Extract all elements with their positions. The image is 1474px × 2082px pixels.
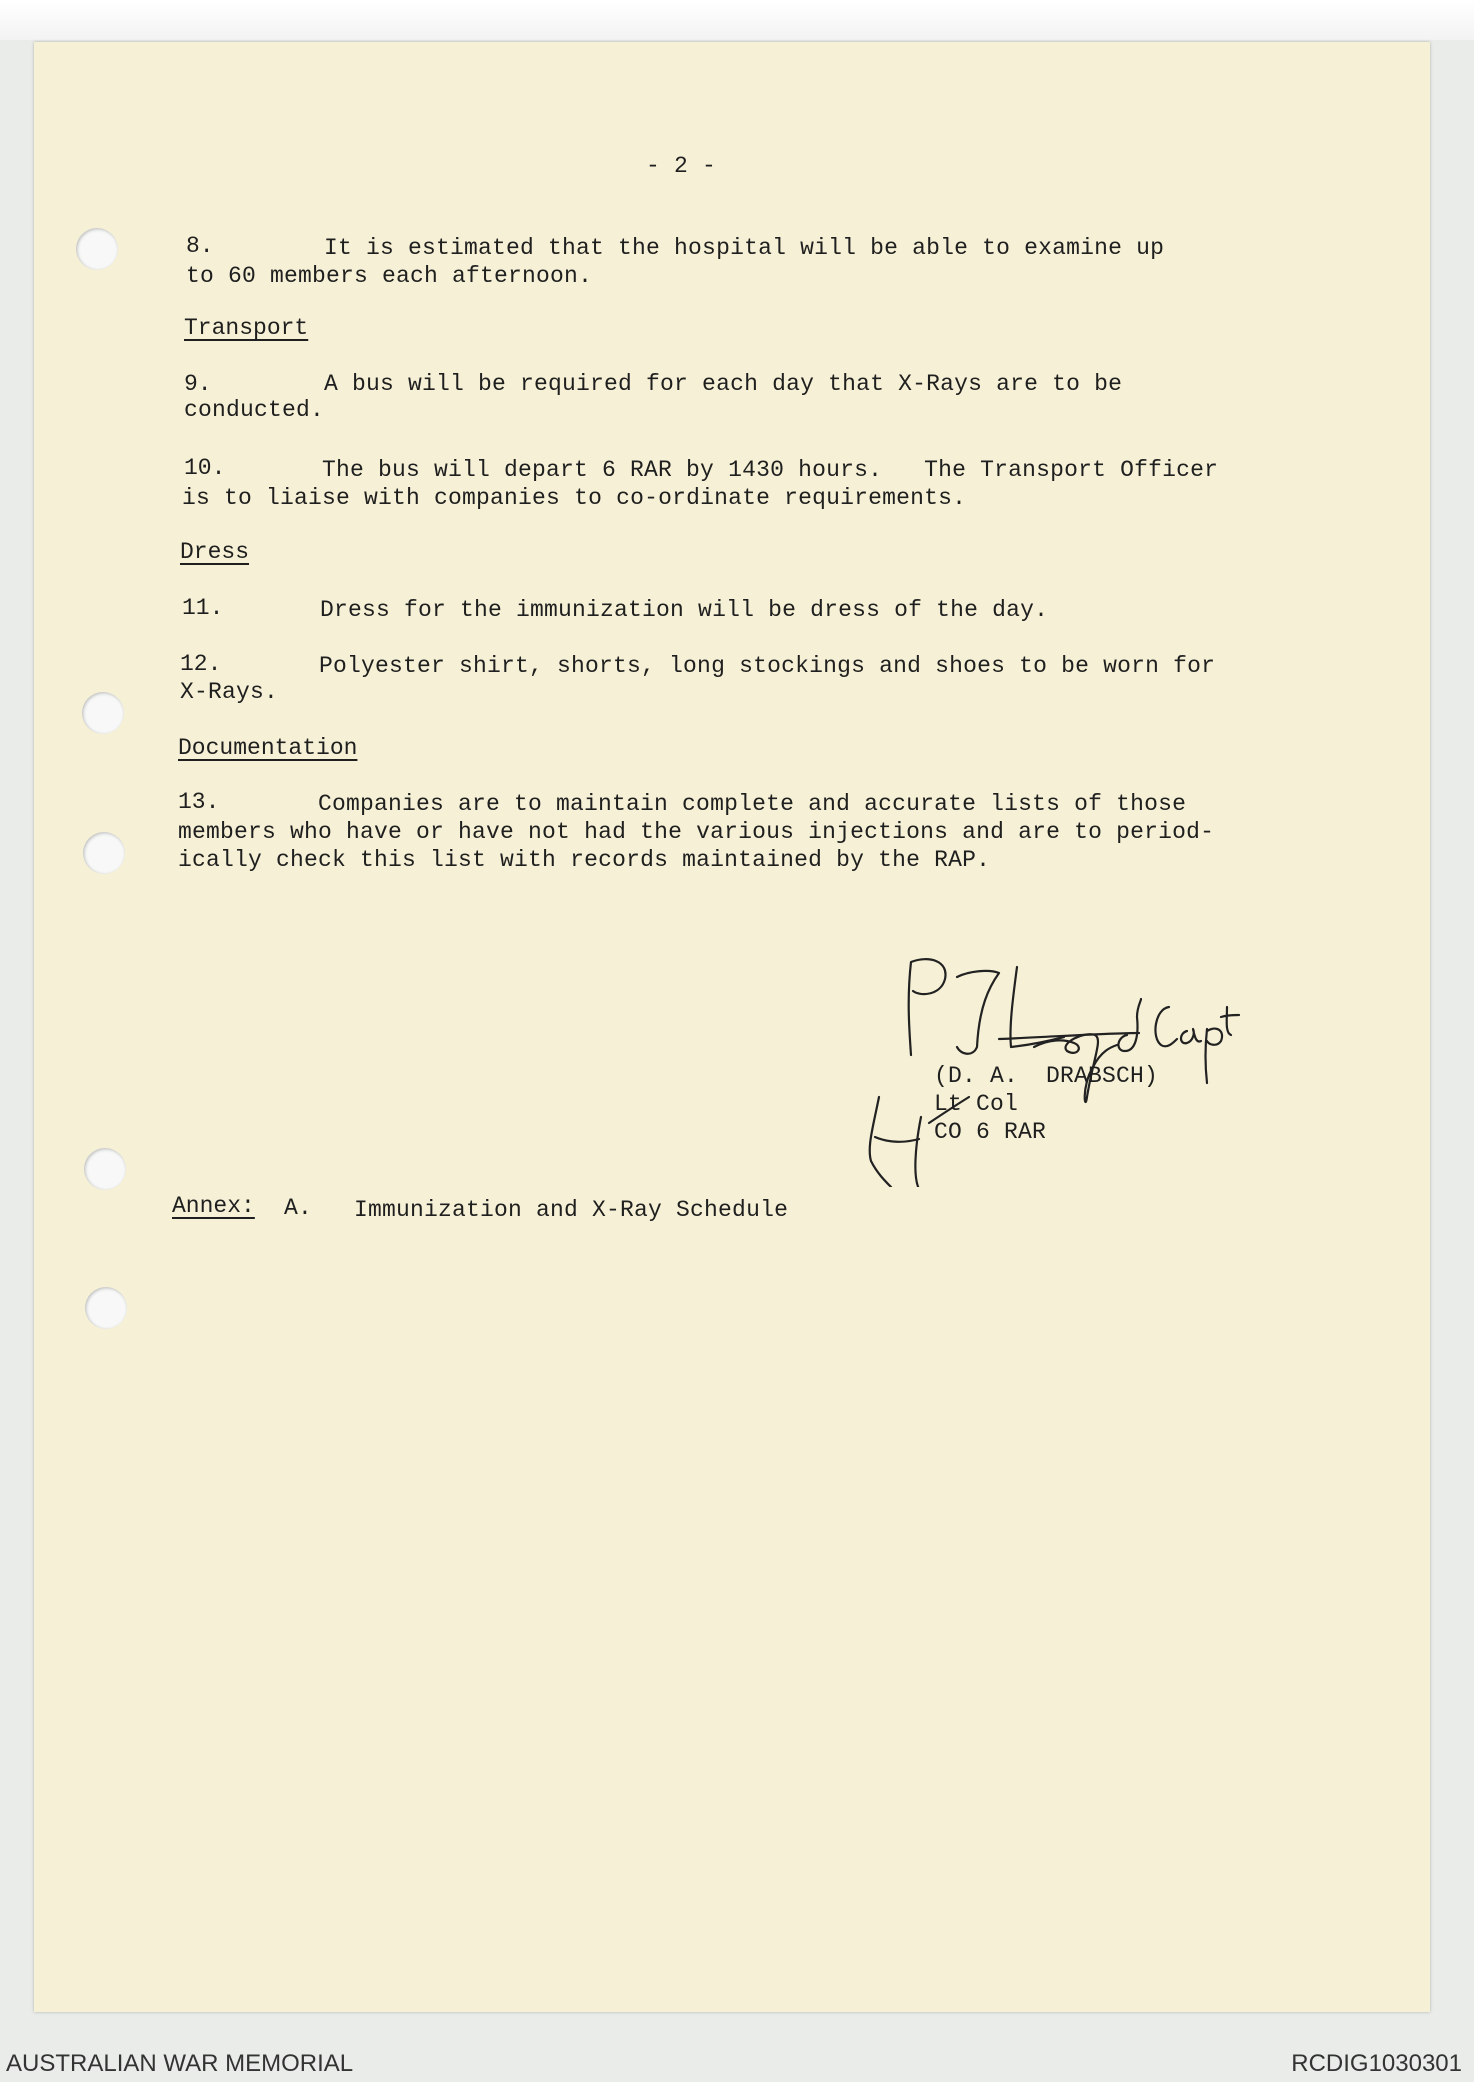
- footer-left: AUSTRALIAN WAR MEMORIAL: [6, 2050, 354, 2077]
- punch-hole: [82, 692, 124, 734]
- para-9-number: 9.: [184, 371, 212, 397]
- signatory-rank: Lt Col: [934, 1091, 1019, 1117]
- para-12-line-1: Polyester shirt, shorts, long stockings and shoes to be worn for: [319, 653, 1216, 679]
- document-page: [34, 42, 1430, 2012]
- para-9-line-2: conducted.: [184, 397, 325, 423]
- para-11-number: 11.: [182, 595, 224, 621]
- punch-hole: [84, 1148, 126, 1190]
- punch-hole: [83, 832, 125, 874]
- heading-dress: Dress: [180, 539, 250, 565]
- para-12-number: 12.: [180, 651, 222, 677]
- para-8-number: 8.: [186, 233, 214, 259]
- para-10-line-2: is to liaise with companies to co-ordinate requirements.: [182, 485, 967, 511]
- scan-background: [0, 0, 1474, 40]
- page-number: - 2 -: [646, 153, 717, 179]
- annex-label: Annex:: [172, 1193, 255, 1219]
- annex-letter: A.: [284, 1195, 313, 1221]
- para-10-number: 10.: [184, 455, 226, 481]
- para-13-line-2: members who have or have not had the various injections and are to period-: [178, 819, 1215, 845]
- signatory-unit: CO 6 RAR: [934, 1119, 1047, 1145]
- para-10-line-1: The bus will depart 6 RAR by 1430 hours. The Transport Officer: [322, 457, 1219, 483]
- punch-hole: [76, 228, 118, 270]
- para-8-line-2: to 60 members each afternoon.: [186, 263, 593, 289]
- punch-hole: [85, 1287, 127, 1329]
- para-11-line-1: Dress for the immunization will be dress of the day.: [320, 597, 1049, 623]
- para-13-line-3: ically check this list with records maintained by the RAP.: [178, 847, 991, 873]
- heading-transport: Transport: [184, 315, 309, 341]
- para-9-line-1: A bus will be required for each day that X-Rays are to be: [324, 371, 1123, 397]
- heading-documentation: Documentation: [178, 735, 358, 761]
- signatory-name: (D. A. DRABSCH): [934, 1063, 1159, 1089]
- footer-right: RCDIG1030301: [1291, 2050, 1462, 2077]
- para-8-line-1: It is estimated that the hospital will be able to examine up: [324, 235, 1165, 261]
- para-12-line-2: X-Rays.: [180, 679, 279, 705]
- para-13-line-1: Companies are to maintain complete and accurate lists of those: [318, 791, 1187, 817]
- para-13-number: 13.: [178, 789, 220, 815]
- annex-title: Immunization and X-Ray Schedule: [354, 1197, 789, 1223]
